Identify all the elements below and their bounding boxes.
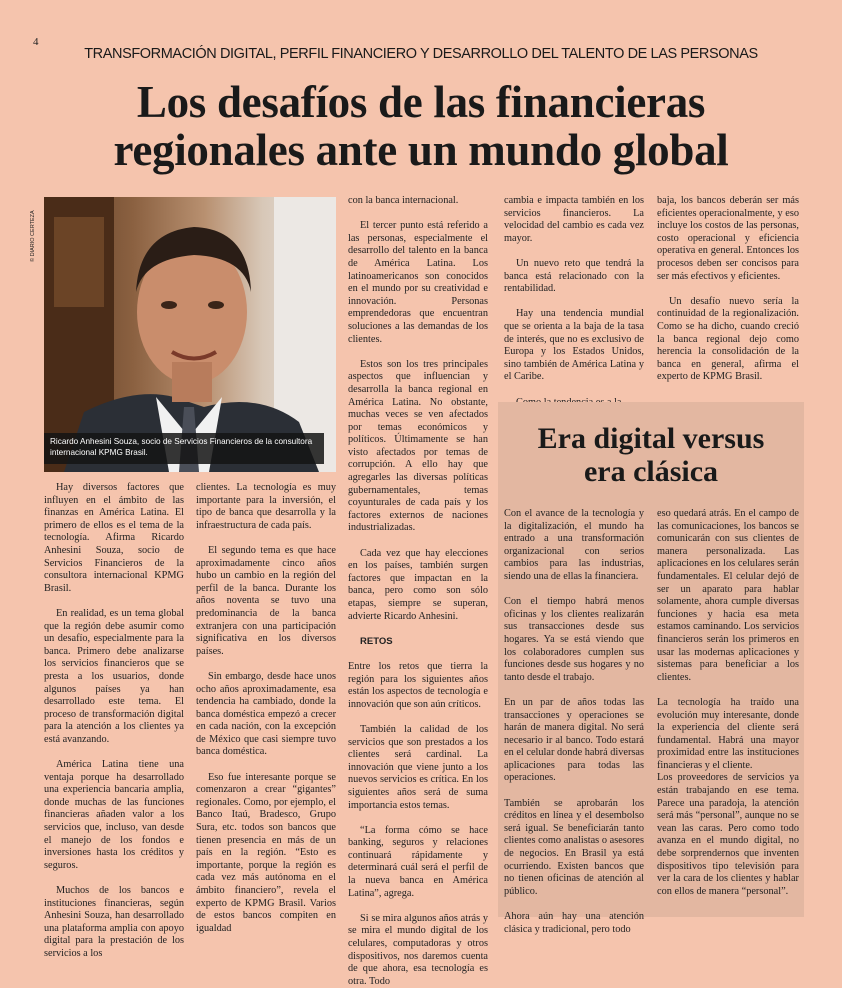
paragraph: Hay una tendencia mundial que se orienta a la baja de la tasa de interés, que no es exclusivo de Europa y los Estados Unidos, sino también de América Latina y el Caribe.: [504, 308, 644, 383]
paragraph: Eso fue interesante porque se comenzaron a crear “gigantes” regionales. Como, por ejemplo, el Banco Itaú, Bradesco, Grupo Sura, etc. todos son bancos que tienen presencia en más de un país en la región. “Esto es importante, porque la región es cada vez más autónoma en el ámbito financiero”, revela el experto de KPMG Brasil. Varios de estos bancos compiten en igualdad: [196, 771, 336, 934]
sidebar-title: Era digital versus era clásica: [537, 422, 765, 488]
article-column-3: [348, 195, 488, 988]
article-column-1: [44, 482, 184, 961]
article-column-4: [504, 195, 644, 409]
paragraph: En un par de años todas las transacciones y operaciones se harán de manera digital. No será necesario ir al banco. Todo estará en el celular donde habrá diversas aplicaciones para todas las operaciones.: [504, 696, 644, 784]
paragraph: El tercer punto está referido a las personas, especialmente el desarrollo del talento en la banca de América Latina. Los latinoamericanos son conocidos en el mundo por su creatividad e innovación. Personas emprendedoras que encuentran soluciones a las demandas de los clientes.: [348, 220, 488, 345]
title-line-1: Los desafíos de las financieras: [136, 77, 706, 127]
paragraph: Un desafío nuevo sería la continuidad de la regionalización. Como se ha dicho, cuando creció la banca regional dejo como herencia la consolidación de la banca en general, afirma el experto de KPMG Brasil.: [657, 295, 799, 383]
portrait-photo: [44, 197, 336, 472]
paragraph: América Latina tiene una ventaja porque ha desarrollado una experiencia bancaria amplia, donde muchas de las funciones financieras añaden valor a los servicios que, incluso, van desde el manejo de los fondos e inversiones hasta los créditos y seguros.: [44, 759, 184, 871]
paragraph: Muchos de los bancos e instituciones financieras, según Anhesini Souza, han desarrollado una plataforma amplia con apoyo digital para la prestación de los servicios a los: [44, 885, 184, 959]
paragraph: Sin embargo, desde hace unos ocho años aproximadamente, esa tendencia ha cambiado, donde la banca doméstica empezó a crecer en cada nación, con la excepción de México que casi siempre tuvo banca doméstica.: [196, 670, 336, 758]
article-column-5: [657, 195, 799, 384]
paragraph: Estos son los tres principales aspectos que influencian y desarrolla la banca regional en América Latina. No obstante, muchas veces se ven afectados por temas económicos y políticos. Últimamente se han visto afectados por temas de corrupción. A ello hay que agregarles las diversas políticas gubernamentales, temas coyunturales de cada país y los factores externos de naciones industrializadas.: [348, 358, 488, 534]
sidebar-column-2: [657, 508, 799, 898]
paragraph: “La forma cómo se hace banking, seguros y relaciones continuará rápidamente y determinará cuál será el perfil de la nueva banca en América Latina”, agrega.: [348, 824, 488, 899]
subheading-retos: RETOS: [360, 635, 393, 647]
photo-credit: © DIARIO CERTEZA: [30, 210, 36, 262]
paragraph: con la banca internacional.: [348, 195, 459, 206]
title-line-2: regionales ante un mundo global: [113, 125, 729, 175]
paragraph: Con el tiempo habrá menos oficinas y los clientes realizarán sus transacciones desde sus hogares. Ya se está viendo que los colaboradores cumplen sus funciones desde sus hogares y no tanto desde el trabajo.: [504, 596, 644, 683]
paragraph: eso quedará atrás. En el campo de las comunicaciones, los bancos se comunicarán con sus clientes de manera personalizada. Las aplicaciones en los celulares serán fundamentales. El celular dejó de ser un aparato para hablar solamente, ahora cumple diversas funciones y hacia esa meta estamos caminando. Los servicios financieros serán los primeros en usar las modernas aplicaciones y sistemas para beneficiar a los clientes.: [657, 508, 799, 683]
paragraph: Los proveedores de servicios ya están trabajando en ese tema. Parece una paradoja, la atención será más “personal”, aunque no se vean las caras. Pero como todo avanza en el mundo digital, no debe sorprendernos que inventen dispositivos tipo televisión para ver la cara de los clientes y hablar con ellos de manera “personal”.: [657, 772, 799, 897]
paragraph: Hay diversos factores que influyen en el ámbito de las finanzas en América Latina. El primero de ellos es el tema de la tecnología. Afirma Ricardo Anhesini Souza, socio de Servicios Financieros de la consultora internacional KPMG Brasil.: [44, 482, 184, 594]
main-title: [0, 78, 842, 174]
kicker-headline: TRANSFORMACIÓN DIGITAL, PERFIL FINANCIERO Y DESARROLLO DEL TALENTO DE LAS PERSONAS: [84, 46, 758, 62]
photo-caption: Ricardo Anhesini Souza, socio de Servicios Financieros de la consultora internacional KPMG Brasil.: [44, 433, 324, 464]
paragraph: La tecnología ha traído una evolución muy interesante, donde la experiencia del cliente será fundamental. Habrá una mayor proximidad entre las instituciones financieras y el cliente.: [657, 696, 799, 771]
paragraph: Entre los retos que tierra la región para los siguientes años están los aspectos de tecnología e innovación que son aún críticos.: [348, 660, 488, 710]
paragraph: En realidad, es un tema global que la región debe asumir como un desafío, especialmente para la banca. Primero debe analizarse los servicios financieros que se presta a los usuarios, donde algunos países ya han desarrollado este tema. El proceso de transformación digital para la atención a los clientes ya está avanzando.: [44, 607, 184, 745]
paragraph: También la calidad de los servicios que son prestados a los clientes será cardinal. La innovación que viene junto a los nuevos servicios es crítica. En los siguientes años será de suma importancia estos temas.: [348, 723, 488, 811]
paragraph: También se aprobarán los créditos en línea y el desembolso será igual. Se beneficiarán tanto clientes como analistas o asesores de negocios. En Brasil ya está ocurriendo. Existen bancos que no tienen oficinas de atención al público.: [504, 797, 644, 897]
paragraph: Si se mira algunos años atrás y se mira el mundo digital de los celulares, computadoras y otros dispositivos, nos daremos cuenta de que ahora, esa tecnología es otra. Todo: [348, 912, 488, 987]
sidebar-column-1: [504, 508, 644, 936]
paragraph: El segundo tema es que hace aproximadamente cinco años hubo un cambio en la región del perfil de la banca. Durante los años noventa se tuvo una predominancia de la banca extranjera con una participación significativa en los diversos países.: [196, 544, 336, 657]
article-column-2: [196, 482, 336, 935]
paragraph: cambia e impacta también en los servicios financieros. La velocidad del cambio es cada vez mayor.: [504, 195, 644, 244]
paragraph: Cada vez que hay elecciones en los países, también surgen factores que impactan en la banca, pero como son sólo etapas, siempre se superan, advierte Ricardo Anhesini.: [348, 547, 488, 622]
paragraph: Un nuevo reto que tendrá la banca está relacionado con la rentabilidad.: [504, 257, 644, 295]
paragraph: Ahora aún hay una atención clásica y tradicional, pero todo: [504, 911, 644, 935]
paragraph: Con el avance de la tecnología y la digitalización, el mundo ha entrado a una transformación organizacional con serios cambios para las industrias, siendo una de ellas la financiera.: [504, 508, 644, 582]
page-number: 4: [33, 36, 39, 48]
paragraph: clientes. La tecnología es muy importante para la inversión, el tipo de banca que desarrolla y la infraestructura de cada país.: [196, 482, 336, 531]
portrait-illustration: [44, 197, 336, 472]
paragraph: baja, los bancos deberán ser más eficientes operacionalmente, y eso incluye los costos de las personas, costo operacional y eficiencia operativa en general. Entonces los procesos deben ser concisos para ser más efectivos y eficientes.: [657, 195, 799, 282]
